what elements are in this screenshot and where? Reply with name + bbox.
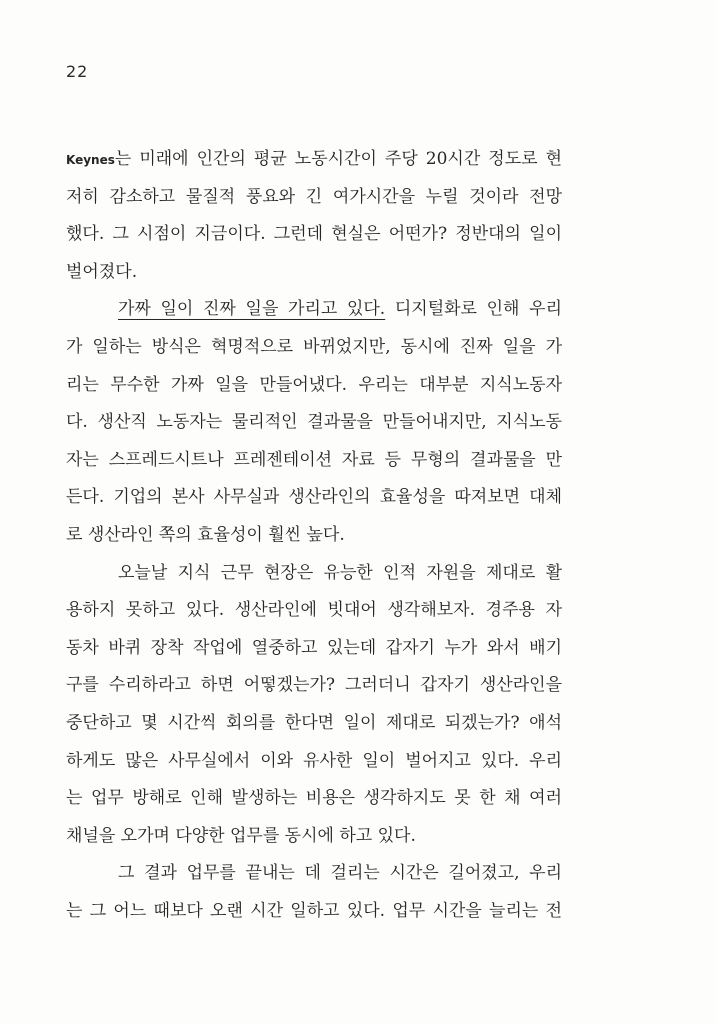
page-number: 22 [66, 62, 89, 81]
text-line: 그 결과 업무를 끝내는 데 걸리는 시간은 길어졌고, 우리 [118, 863, 562, 884]
text-line: 중단하고 몇 시간씩 회의를 한다면 일이 제대로 되겠는가? 애석 [66, 712, 562, 733]
text-line: 저히 감소하고 물질적 풍요와 긴 여가시간을 누릴 것이라 전망 [66, 186, 562, 207]
text-line [66, 141, 562, 179]
underlined-sentence: 가짜 일이 진짜 일을 가리고 있다. [118, 299, 386, 320]
text-line: 구를 수리하라고 하면 어떻겠는가? 그러더니 갑자기 생산라인을 [66, 675, 562, 696]
line-text: 디지털화로 인해 우리 [385, 299, 562, 320]
text-line: 는 그 어느 때보다 오랜 시간 일하고 있다. 업무 시간을 늘리는 전 [66, 900, 562, 921]
text-line: 는 업무 방해로 인해 발생하는 비용은 생각하지도 못 한 채 여러 [66, 788, 562, 809]
text-line: 로 생산라인 쪽의 효율성이 훨씬 높다. [66, 524, 345, 545]
text-line: 벌어졌다. [66, 261, 138, 282]
line-text: 는 미래에 인간의 평균 노동시간이 주당 20시간 정도로 현 [114, 149, 562, 169]
text-line: 하게도 많은 사무실에서 이와 유사한 일이 벌어지고 있다. 우리 [66, 750, 562, 771]
text-line: 동차 바퀴 장착 작업에 열중하고 있는데 갑자기 누가 와서 배기 [66, 637, 562, 658]
body-text [66, 141, 562, 930]
text-line: 오늘날 지식 근무 현장은 유능한 인적 자원을 제대로 활 [118, 562, 562, 583]
text-line: 채널을 오가며 다양한 업무를 동시에 하고 있다. [66, 825, 416, 846]
text-line: 든다. 기업의 본사 사무실과 생산라인의 효율성을 따져보면 대체 [66, 487, 562, 508]
keyword-keynes: Keynes [66, 153, 115, 167]
text-line: 자는 스프레드시트나 프레젠테이션 자료 등 무형의 결과물을 만 [66, 449, 562, 470]
text-line: 했다. 그 시점이 지금이다. 그런데 현실은 어떤가? 정반대의 일이 [66, 224, 562, 245]
text-line: 가 일하는 방식은 혁명적으로 바뀌었지만, 동시에 진짜 일을 가 [66, 336, 562, 357]
text-line [66, 291, 562, 329]
text-line: 리는 무수한 가짜 일을 만들어냈다. 우리는 대부분 지식노동자 [66, 374, 562, 395]
text-line: 용하지 못하고 있다. 생산라인에 빗대어 생각해보자. 경주용 자 [66, 600, 562, 621]
text-line: 다. 생산직 노동자는 물리적인 결과물을 만들어내지만, 지식노동 [66, 412, 562, 433]
